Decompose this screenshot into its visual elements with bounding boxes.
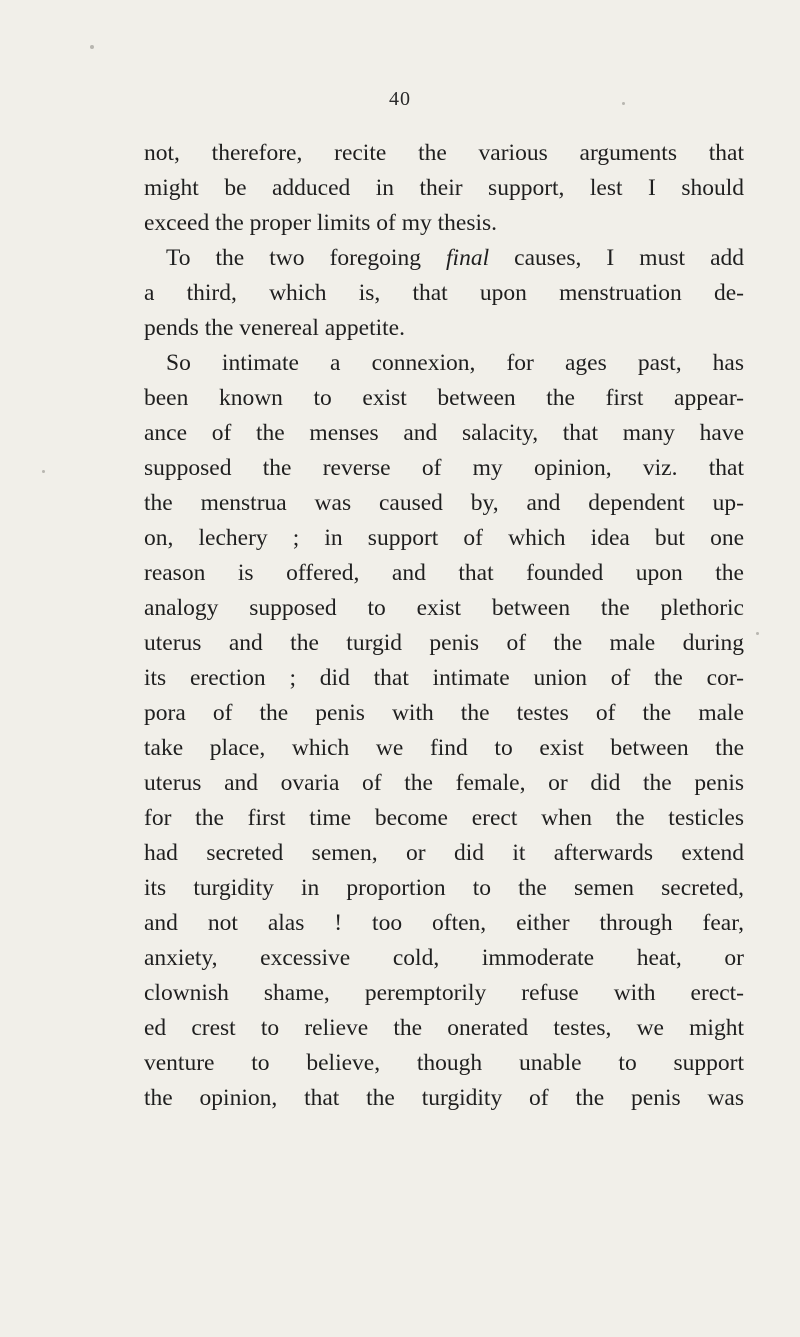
- text-line: its erection ; did that intimate union of the cor-: [144, 665, 744, 691]
- text-line: [144, 241, 744, 276]
- text-line: uterus and the turgid penis of the male during: [144, 630, 744, 656]
- text-line: ed crest to relieve the onerated testes, we might: [144, 1015, 744, 1041]
- text-line: the menstrua was caused by, and dependent up-: [144, 490, 744, 516]
- text-line: uterus and ovaria of the female, or did the penis: [144, 770, 744, 796]
- text-line: a third, which is, that upon menstruation de-: [144, 280, 744, 306]
- text-line: clownish shame, peremptorily refuse with erect-: [144, 980, 744, 1006]
- text-line: analogy supposed to exist between the plethoric: [144, 595, 744, 621]
- italic-emphasis: final: [446, 245, 490, 271]
- body-text: [144, 136, 744, 1116]
- text-line: and not alas ! too often, either through fear,: [144, 910, 744, 936]
- text-segment: To the two foregoing: [166, 245, 447, 271]
- text-line: venture to believe, though unable to support: [144, 1050, 744, 1076]
- paper-speck: [42, 470, 45, 473]
- text-line: exceed the proper limits of my thesis.: [144, 210, 498, 236]
- text-line: on, lechery ; in support of which idea but one: [144, 525, 744, 551]
- text-line: ance of the menses and salacity, that many have: [144, 420, 744, 446]
- text-line: reason is offered, and that founded upon the: [144, 560, 744, 586]
- text-line: might be adduced in their support, lest I should: [144, 175, 744, 201]
- paper-speck: [756, 632, 759, 635]
- text-line: supposed the reverse of my opinion, viz. that: [144, 455, 744, 481]
- text-line: pends the venereal appetite.: [144, 315, 405, 341]
- text-line: been known to exist between the first appear-: [144, 385, 744, 411]
- text-line: had secreted semen, or did it afterwards extend: [144, 840, 744, 866]
- text-line: its turgidity in proportion to the semen secreted,: [144, 875, 744, 901]
- text-line: pora of the penis with the testes of the male: [144, 700, 744, 726]
- text-line: take place, which we find to exist between the: [144, 735, 744, 761]
- text-line: not, therefore, recite the various arguments that: [144, 140, 744, 166]
- text-line: for the first time become erect when the testicles: [144, 805, 744, 831]
- text-line: the opinion, that the turgidity of the penis was: [144, 1085, 744, 1111]
- page-number: 40: [389, 88, 411, 110]
- text-line: anxiety, excessive cold, immoderate heat, or: [144, 945, 744, 971]
- text-segment: causes, I must add: [489, 245, 744, 271]
- paper-speck: [90, 45, 94, 49]
- text-line: So intimate a connexion, for ages past, has: [166, 350, 744, 376]
